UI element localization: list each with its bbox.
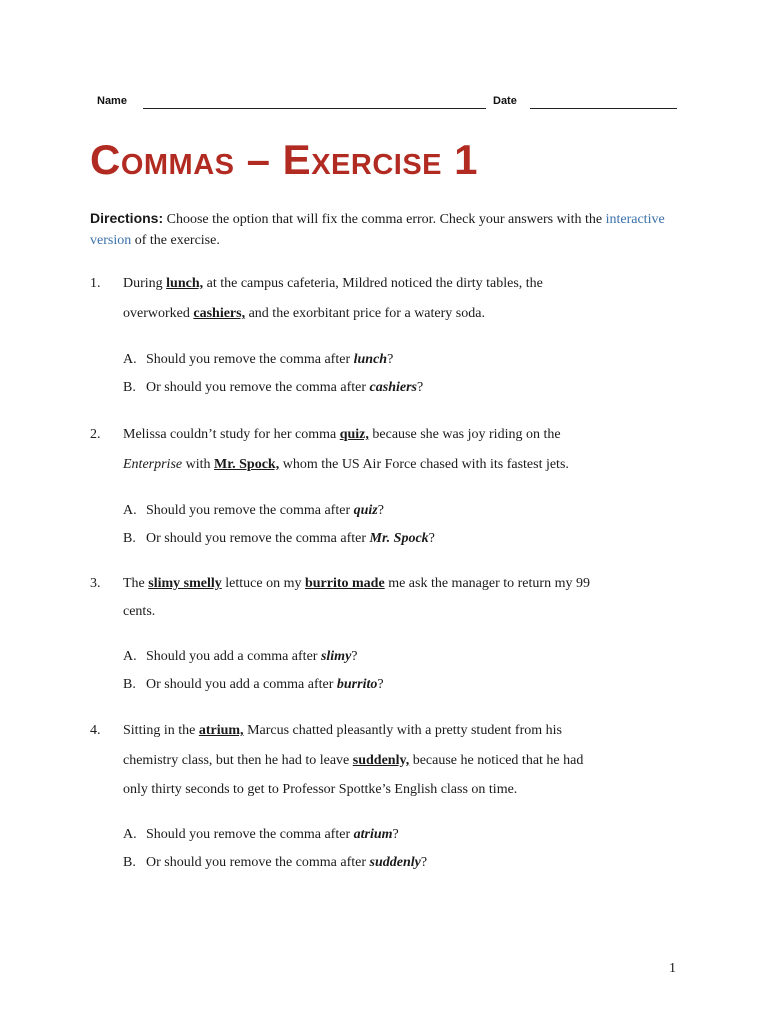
answer-option[interactable] — [146, 380, 423, 396]
date-label: Date — [493, 95, 517, 107]
emphasized-word: cashiers — [369, 380, 417, 395]
text-segment: ? — [377, 677, 384, 692]
question-text-line — [123, 576, 590, 592]
text-segment: ? — [420, 855, 428, 870]
text-segment: overworked — [123, 306, 194, 321]
question-text-line — [123, 604, 155, 620]
question-text-line — [123, 306, 485, 322]
text-segment: Should you remove the comma after — [146, 503, 354, 518]
question-number: 1. — [90, 276, 101, 291]
text-segment: Should you remove the comma after — [146, 352, 354, 367]
underlined-phrase: lunch, — [166, 276, 204, 291]
text-segment: Or should you remove the comma after — [146, 380, 370, 395]
text-segment: Or should you remove the comma after — [146, 855, 370, 870]
underlined-phrase: cashiers, — [193, 306, 246, 321]
emphasized-word: suddenly — [369, 855, 421, 870]
text-segment: chemistry class, but then he had to leave — [123, 753, 353, 768]
emphasized-word: burrito — [336, 677, 378, 692]
answer-option[interactable] — [146, 503, 384, 519]
directions-text: Choose the option that will fix the comma error. Check your answers with the — [163, 212, 606, 227]
underlined-phrase: Mr. Spock, — [214, 457, 280, 472]
page-number: 1 — [669, 961, 676, 976]
underlined-phrase: quiz, — [339, 427, 369, 442]
text-segment: ? — [377, 503, 384, 518]
option-letter: A. — [123, 503, 137, 518]
option-letter: B. — [123, 531, 136, 546]
text-segment: ? — [351, 649, 358, 664]
text-segment: ? — [392, 827, 399, 842]
date-field-line[interactable] — [530, 108, 677, 109]
answer-option[interactable] — [146, 352, 393, 368]
question-text-line — [123, 427, 561, 443]
text-segment: Should you add a comma after — [146, 649, 321, 664]
question-number: 4. — [90, 723, 101, 738]
emphasized-word: Mr. Spock — [369, 531, 429, 546]
answer-option[interactable] — [146, 649, 358, 665]
option-letter: A. — [123, 649, 137, 664]
option-letter: A. — [123, 827, 137, 842]
text-segment: me ask the manager to return my 99 — [384, 576, 590, 591]
text-segment: with — [182, 457, 214, 472]
text-segment: only thirty seconds to get to Professor Spottke’s English class on time. — [123, 782, 518, 797]
text-segment: ? — [428, 531, 435, 546]
directions-label: Directions: — [90, 210, 164, 226]
answer-option[interactable] — [146, 827, 399, 843]
text-segment: because she was joy riding on the — [368, 427, 561, 442]
text-segment: Marcus chatted pleasantly with a pretty student from his — [243, 723, 562, 738]
option-letter: B. — [123, 677, 136, 692]
question-text-line — [123, 457, 569, 473]
text-segment: Should you remove the comma after — [146, 827, 354, 842]
answer-option[interactable] — [146, 855, 427, 871]
option-letter: B. — [123, 855, 136, 870]
text-segment: Or should you remove the comma after — [146, 531, 370, 546]
text-segment: ? — [417, 380, 424, 395]
emphasized-word: quiz — [353, 503, 378, 518]
question-number: 2. — [90, 427, 101, 442]
answer-option[interactable] — [146, 677, 384, 693]
question-text-line — [123, 723, 562, 739]
option-letter: A. — [123, 352, 137, 367]
question-number: 3. — [90, 576, 101, 591]
emphasized-word: lunch — [353, 352, 388, 367]
text-segment: During — [123, 276, 167, 291]
text-segment: The — [123, 576, 149, 591]
question-text-line — [123, 753, 583, 769]
text-segment: because he noticed that he had — [409, 753, 584, 768]
text-segment: and the exorbitant price for a watery soda. — [245, 306, 485, 321]
text-segment: at the campus cafeteria, Mildred noticed the dirty tables, the — [203, 276, 543, 291]
text-segment: ? — [387, 352, 394, 367]
emphasized-word: slimy — [320, 649, 352, 664]
emphasized-word: Enterprise — [123, 457, 183, 472]
name-field-line[interactable] — [143, 108, 486, 109]
question-text-line — [123, 782, 517, 798]
underlined-phrase: slimy smelly — [148, 576, 222, 591]
option-letter: B. — [123, 380, 136, 395]
text-segment: cents. — [123, 604, 156, 619]
directions-text-end: of the exercise. — [131, 233, 220, 248]
underlined-phrase: burrito made — [304, 576, 385, 591]
underlined-phrase: atrium, — [198, 723, 244, 738]
text-segment: Melissa couldn’t study for her comma — [123, 427, 340, 442]
directions — [90, 208, 690, 251]
interactive-version-link[interactable]: interactive version — [90, 212, 665, 248]
emphasized-word: atrium — [353, 827, 393, 842]
page-title: Commas – Exercise 1 — [90, 136, 479, 183]
underlined-phrase: suddenly, — [352, 753, 410, 768]
text-segment: Sitting in the — [123, 723, 199, 738]
question-text-line — [123, 276, 543, 292]
text-segment: Or should you add a comma after — [146, 677, 337, 692]
text-segment: lettuce on my — [221, 576, 305, 591]
name-label: Name — [97, 95, 127, 107]
text-segment: whom the US Air Force chased with its fastest jets. — [279, 457, 569, 472]
answer-option[interactable] — [146, 531, 435, 547]
